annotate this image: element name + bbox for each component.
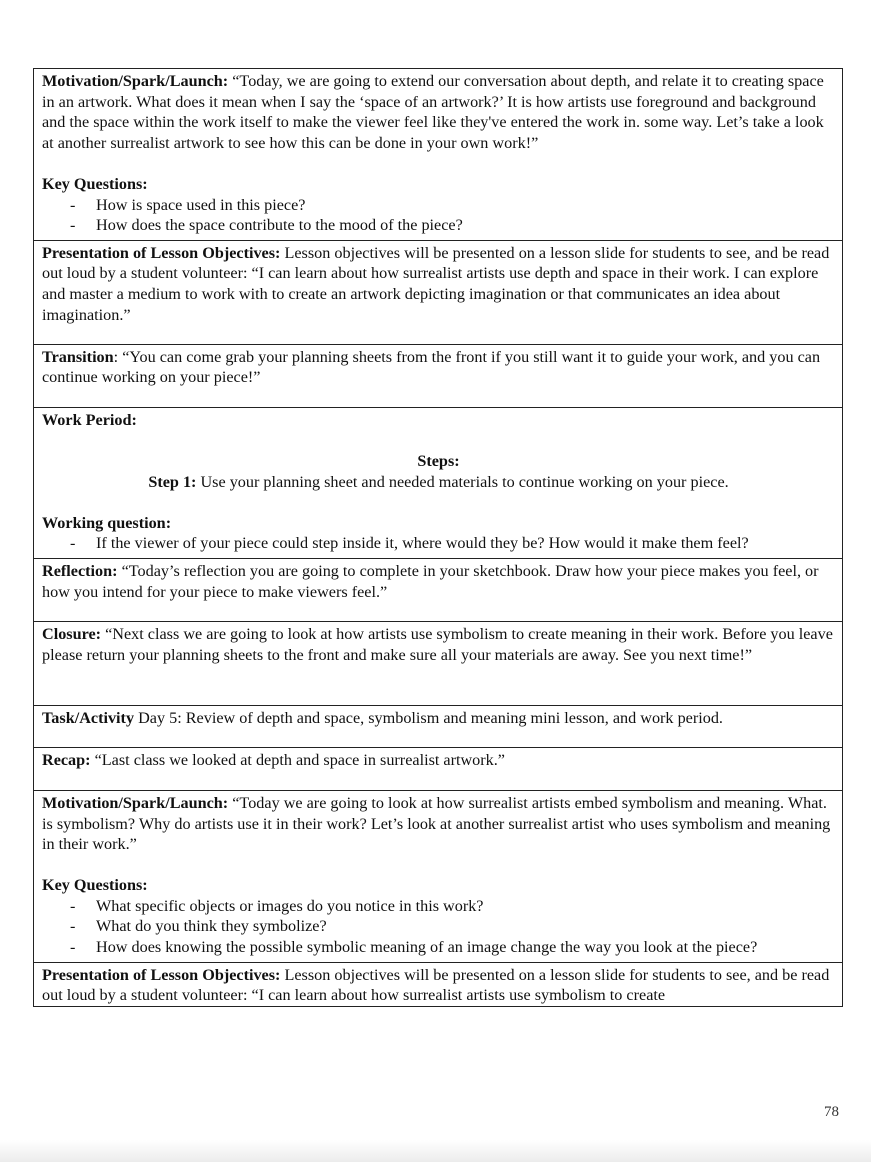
key-questions-label: Key Questions: <box>42 876 148 895</box>
row-label: Presentation of Lesson Objectives: <box>42 965 281 984</box>
row-label: Recap: <box>42 750 91 769</box>
row-label: Task/Activity <box>42 708 135 727</box>
steps-label: Steps: <box>417 451 460 470</box>
key-questions-list <box>42 896 835 958</box>
row-text: “Today we are going to look at how surrealist artists embed symbolism and meaning. What. is symbolism? Why do artists use it in their work? Let’s look at another surrealist artist who uses symbolism and meaning in their work.” <box>42 793 831 854</box>
row-text: : “You can come grab your planning sheets from the front if you still want it to guide your work, and you can continue working on your piece!” <box>42 347 821 387</box>
motivation-paragraph <box>42 71 835 153</box>
motivation-row-1 <box>34 69 842 241</box>
row-text: Lesson objectives will be presented on a lesson slide for students to see, and be read out loud by a student volunteer: “I can learn about how surrealist artists use depth and space in their work. I can explore and master a medium to work with to create an artwork depicting imagination or that communicates an idea about imagination.” <box>42 243 830 324</box>
reflection-row <box>34 559 842 622</box>
recap-row <box>34 748 842 791</box>
list-item: - If the viewer of your piece could step inside it, where would they be? How would it make them feel? <box>42 533 835 554</box>
objectives-row-2 <box>34 963 842 1006</box>
key-questions-list <box>42 195 835 236</box>
row-label: Motivation/Spark/Launch: <box>42 793 229 812</box>
row-text: “Last class we looked at depth and space in surrealist artwork.” <box>90 750 505 769</box>
task-activity-row <box>34 706 842 748</box>
list-item: - How does knowing the possible symbolic meaning of an image change the way you look at the piece? <box>42 937 835 958</box>
list-item: - How is space used in this piece? <box>42 195 835 216</box>
closure-row <box>34 622 842 706</box>
row-text: Day 5: Review of depth and space, symbolism and meaning mini lesson, and work period. <box>134 708 723 727</box>
list-item: - What do you think they symbolize? <box>42 916 835 937</box>
step-text: Use your planning sheet and needed materials to continue working on your piece. <box>196 472 729 491</box>
row-label: Work Period: <box>42 410 137 429</box>
lesson-plan-table <box>33 68 843 1007</box>
row-text: “Next class we are going to look at how artists use symbolism to create meaning in their work. Before you leave please return your planning sheets to the front and make sure all your materials are away. See you next time!” <box>42 624 833 664</box>
row-text: “Today’s reflection you are going to complete in your sketchbook. Draw how your piece makes you feel, or how you intend for your piece to make viewers feel.” <box>42 561 819 601</box>
bottom-shadow <box>0 1140 871 1162</box>
work-period-row <box>34 408 842 559</box>
transition-row <box>34 345 842 408</box>
objectives-row-1 <box>34 241 842 345</box>
row-label: Motivation/Spark/Launch: <box>42 72 229 90</box>
page-number: 78 <box>824 1104 839 1120</box>
row-text: “Today, we are going to extend our conversation about depth, and relate it to creating space in an artwork. What does it mean when I say the ‘space of an artwork?’ It is how artists use foreground and background and the space within the work itself to make the viewer feel like they've entered the work in. some way. Let’s take a look at another surrealist artwork to see how this can be done in your own work!” <box>42 72 824 152</box>
row-label: Presentation of Lesson Objectives: <box>42 243 281 262</box>
key-questions-label: Key Questions: <box>42 174 148 193</box>
row-label: Transition <box>42 347 114 366</box>
working-question-label: Working question: <box>42 513 172 532</box>
row-label: Closure: <box>42 624 102 643</box>
motivation-row-2 <box>34 791 842 963</box>
step-label: Step 1: <box>148 472 197 491</box>
row-label: Reflection: <box>42 561 118 580</box>
working-questions-list <box>42 533 835 554</box>
list-item: - What specific objects or images do you notice in this work? <box>42 896 835 917</box>
row-text: Lesson objectives will be presented on a lesson slide for students to see, and be read out loud by a student volunteer: “I can learn about how surrealist artists use symbolism to create <box>42 965 830 1005</box>
list-item: - How does the space contribute to the mood of the piece? <box>42 215 835 236</box>
